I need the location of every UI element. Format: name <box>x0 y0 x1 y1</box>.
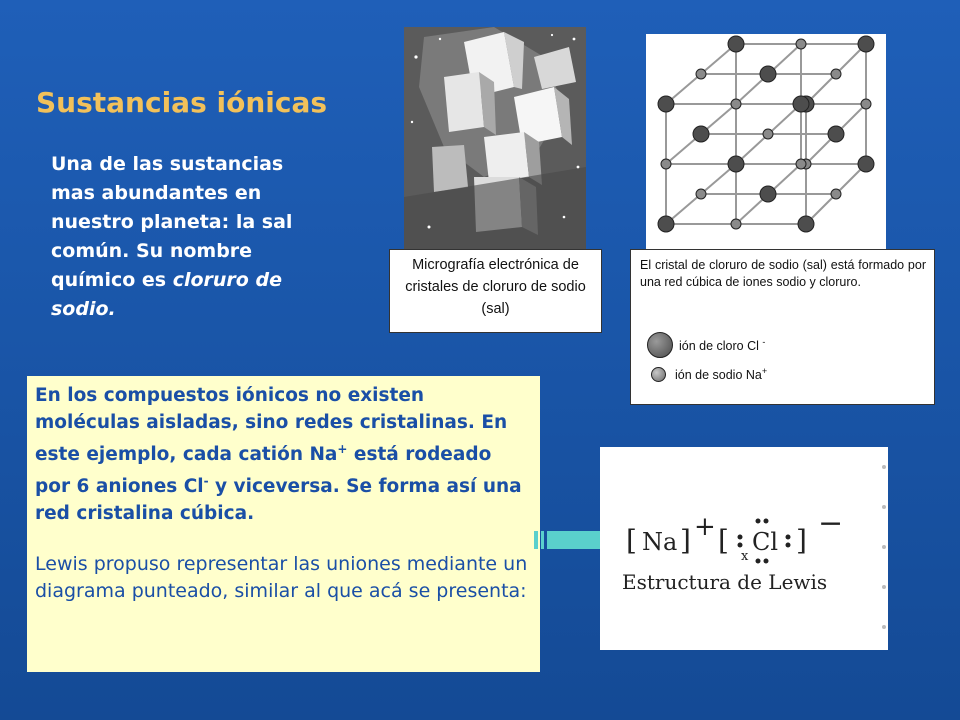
explanation-paragraph-1: En los compuestos iónicos no existen moléculas aisladas, sino redes cristalinas. En este ejemplo, cada catión Na+ está rodeado por 6 aniones Cl- y viceversa. Se forma así una red cristalina cúbica. <box>35 385 522 525</box>
svg-text:−: − <box>818 506 844 541</box>
svg-text:]: ] <box>680 524 691 557</box>
legend-sodium-label: ión de sodio Na+ <box>675 366 768 383</box>
crystal-lattice-graphic <box>646 34 886 250</box>
svg-text:[: [ <box>718 524 729 557</box>
lewis-edge-decoration <box>880 447 888 650</box>
micrograph-image <box>404 27 586 249</box>
svg-text:[: [ <box>626 524 637 557</box>
micrograph-graphic <box>404 27 586 249</box>
legend-chloride <box>647 332 765 358</box>
legend-chloride-label: ión de cloro Cl - <box>679 336 766 354</box>
crystal-description-box <box>630 249 935 405</box>
legend-sodium <box>647 366 767 382</box>
micrograph-caption: Micrografía electrónica de cristales de cloruro de sodio (sal) <box>389 249 602 333</box>
crystal-lattice-image <box>646 34 886 250</box>
explanation-paragraph-2: Lewis propuso representar las uniones mediante un diagrama punteado, similar al que acá se presenta: <box>35 553 528 603</box>
crystal-description: El cristal de cloruro de sodio (sal) está formado por una red cúbica de iones sodio y cloruro. <box>640 258 926 289</box>
intro-text: Una de las sustancias mas abundantes en nuestro planeta: la sal común. Su nombre químico es <box>51 153 293 291</box>
lewis-structure-image <box>600 447 888 650</box>
svg-text:+: + <box>694 512 716 542</box>
explanation-box <box>27 376 540 672</box>
svg-text:]: ] <box>796 524 807 557</box>
lewis-cl: Cl <box>752 528 779 556</box>
svg-text:x: x <box>741 549 749 564</box>
sodium-ion-icon <box>651 367 666 382</box>
lewis-na: Na <box>642 528 678 556</box>
intro-paragraph <box>51 150 326 324</box>
lewis-caption: Estructura de Lewis <box>622 570 828 594</box>
slide-title: Sustancias iónicas <box>36 86 328 119</box>
lewis-structure-graphic <box>600 447 888 567</box>
chloride-ion-icon <box>647 332 673 358</box>
intro-italic: cloruro de sodio. <box>51 269 282 320</box>
